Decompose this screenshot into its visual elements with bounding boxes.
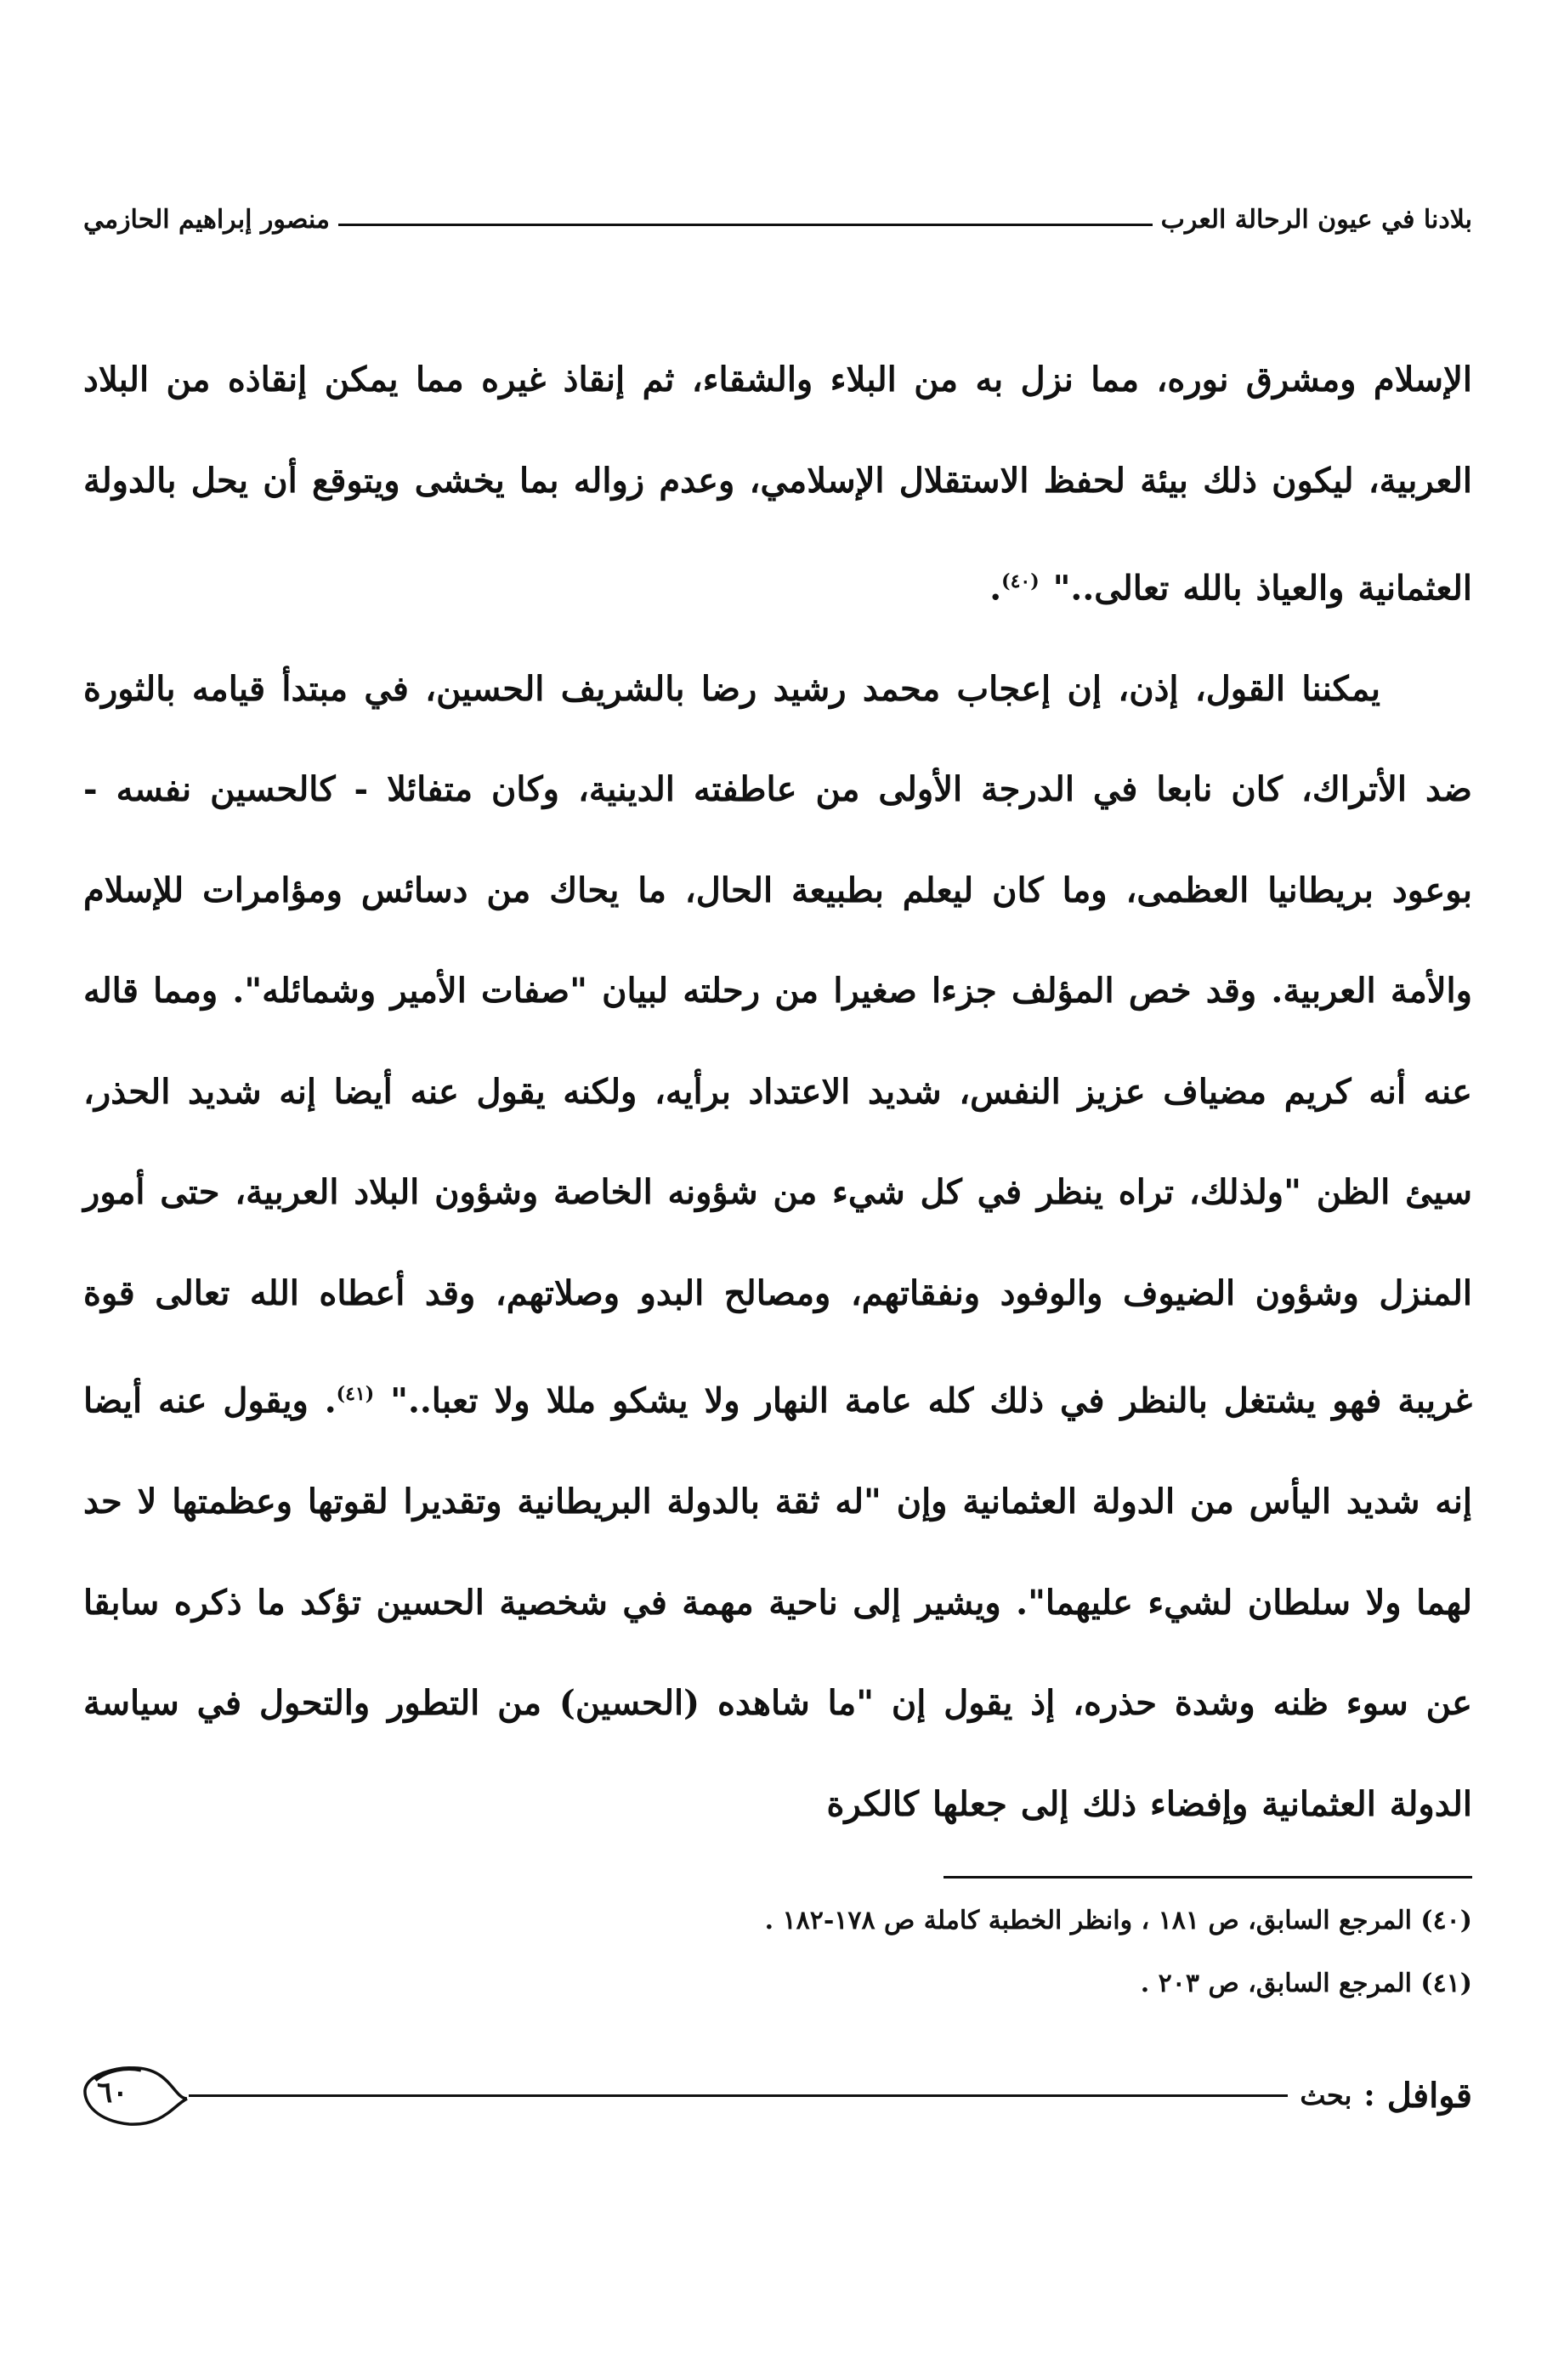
paragraph-1-text: الإسلام ومشرق نوره، مما نزل به من البلاء والشقاء، ثم إنقاذ غيره مما يمكن إنقاذه من البلاد العربية، ليكون ذلك بيئة لحفظ الاستقلال الإسلامي، وعدم زواله بما يخشى ويتوقع أن يحل بالدولة العثمانية والعياذ بالله تعالى.." — [83, 360, 1472, 609]
footnote-ref-40: (٤٠) — [1001, 570, 1040, 592]
footer-separator: : — [1363, 2077, 1375, 2113]
footnote-41: (٤١) المرجع السابق، ص ٢٠٣ . — [1140, 1969, 1472, 1998]
page-number: ٦٠ — [97, 2076, 128, 2110]
paragraph-2-continuation: . ويقول عنه أيضا إنه شديد اليأس من الدولة العثمانية وإن "له ثقة بالدولة البريطانية وتقديرا لقوتها وعظمتها لا حد لهما ولا سلطان لشيء عليهما". ويشير إلى ناحية مهمة في شخصية الحسين تؤكد ما ذكره سابقا عن سوء ظنه وشدة حذره، إذ يقول إن "ما شاهده (الحسين) من التطور والتحول في سياسة الدولة العثمانية وإفضاء ذلك إلى جعلها كالكرة — [83, 1380, 1473, 1824]
footnotes — [340, 1902, 1472, 2028]
paragraph-2-text: يمكننا القول، إذن، إن إعجاب محمد رشيد رضا بالشريف الحسين، في مبتدأ قيامه بالثورة ضد الأتراك، كان نابعا في الدرجة الأولى من عاطفته الدينية، وكان متفائلا - كالحسين نفسه - بوعود بريطانيا العظمى، وما كان ليعلم بطبيعة الحال، ما يحاك من دسائس ومؤامرات للإسلام والأمة العربية. وقد خص المؤلف جزءا صغيرا من رحلته لبيان "صفات الأمير وشمائله". ومما قاله عنه أنه كريم مضياف عزيز النفس، شديد الاعتداد برأيه، ولكنه يقول عنه أيضا إنه شديد الحذر، سيئ الظن "ولذلك، تراه ينظر في كل شيء من شؤونه الخاصة وشؤون البلاد العربية، حتى أمور المنزل وشؤون الضيوف والوفود ونفقاتهم، ومصالح البدو وصلاتهم، وقد أعطاه الله تعالى قوة غريبة فهو يشتغل بالنظر في ذلك كله عامة النهار ولا يشكو مللا ولا تعبا.." — [83, 668, 1473, 1421]
header-title: بلادنا في عيون الرحالة العرب — [1160, 205, 1472, 235]
footnote-rule — [944, 1876, 1472, 1878]
footnote-ref-41: (٤١) — [336, 1383, 375, 1406]
footer-section-label: بحث — [1300, 2079, 1352, 2111]
paragraph-1-end: . — [989, 568, 1002, 609]
footer-journal-name: قوافل — [1386, 2075, 1472, 2116]
header-author: منصور إبراهيم الحازمي — [83, 205, 330, 235]
page-number-badge — [78, 2061, 189, 2129]
paragraph-1 — [83, 330, 1472, 639]
body-text — [83, 330, 1472, 1855]
page-footer — [78, 2057, 1472, 2134]
page-number-frame-icon — [78, 2061, 189, 2129]
running-header — [83, 192, 1472, 233]
footer-rule — [189, 2094, 1288, 2097]
header-rule — [338, 224, 1153, 226]
paragraph-2 — [83, 639, 1472, 1855]
footnote-40: (٤٠) المرجع السابق، ص ١٨١ ، وانظر الخطبة كاملة ص ١٧٨-١٨٢ . — [764, 1906, 1472, 1935]
